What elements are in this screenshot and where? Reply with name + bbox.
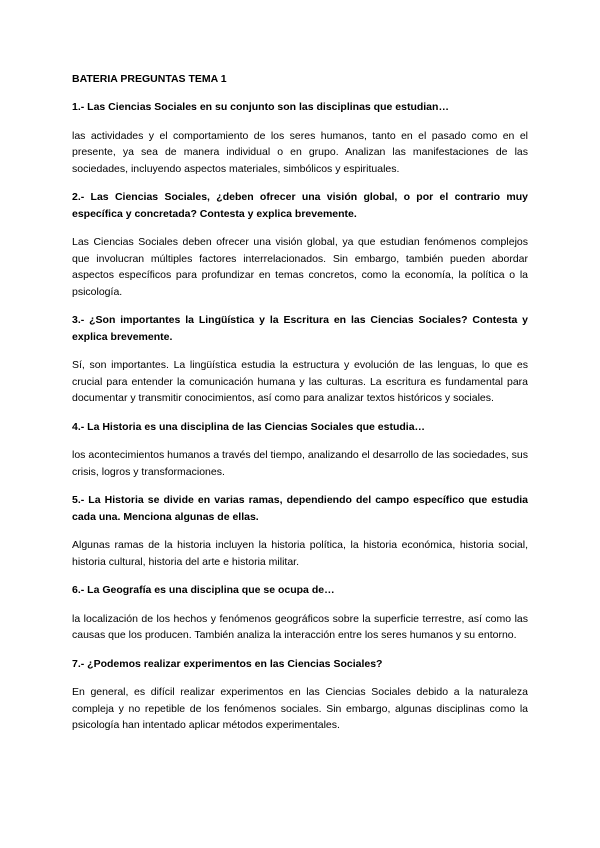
- question-2: 2.- Las Ciencias Sociales, ¿deben ofrecer una visión global, o por el contrario muy específica y concretada? Contesta y explica brevemente.: [72, 191, 528, 220]
- answer-5: Algunas ramas de la historia incluyen la historia política, la historia económica, historia social, historia cultural, historia del arte e historia militar.: [72, 539, 528, 568]
- answer-6: la localización de los hechos y fenómenos geográficos sobre la superficie terrestre, así como las causas que los producen. También analiza la interacción entre los seres humanos y su entorno.: [72, 612, 528, 641]
- answer-3: Sí, son importantes. La lingüística estudia la estructura y evolución de las lenguas, lo que es crucial para entender la comunicación humana y las culturas. La escritura es fundamental para documentar y transmitir conocimientos, así como para analizar textos históricos y sociales.: [72, 359, 528, 404]
- question-4: 4.- La Historia es una disciplina de las Ciencias Sociales que estudia…: [72, 420, 426, 433]
- answer-2: Las Ciencias Sociales deben ofrecer una visión global, ya que estudian fenómenos complejos que involucran múltiples factores interrelacionados. Sin embargo, también pueden abordar aspectos específicos para profundizar en temas concretos, como la economía, la política o la psicología.: [72, 236, 528, 298]
- document-title: BATERIA PREGUNTAS TEMA 1: [72, 73, 227, 85]
- question-7: 7.- ¿Podemos realizar experimentos en las Ciencias Sociales?: [72, 657, 383, 670]
- answer-1: las actividades y el comportamiento de los seres humanos, tanto en el pasado como en el presente, ya sea de manera individual o en grupo. Analizan las manifestaciones de las sociedades, incluyendo aspectos materiales, simbólicos y espirituales.: [72, 129, 528, 175]
- question-5: 5.- La Historia se divide en varias ramas, dependiendo del campo específico que estudia cada una. Menciona algunas de ellas.: [72, 494, 528, 523]
- answer-4: los acontecimientos humanos a través del tiempo, analizando el desarrollo de las sociedades, sus crisis, logros y transformaciones.: [72, 449, 528, 478]
- question-3: 3.- ¿Son importantes la Lingüística y la Escritura en las Ciencias Sociales? Contesta y explica brevemente.: [72, 314, 528, 343]
- question-6: 6.- La Geografía es una disciplina que se ocupa de…: [72, 584, 335, 596]
- answer-7: En general, es difícil realizar experimentos en las Ciencias Sociales debido a la naturaleza compleja y no repetible de los fenómenos sociales. Sin embargo, algunas disciplinas como la psicología han intentado aplicar métodos experimentales.: [72, 686, 528, 731]
- document-page: [72, 72, 528, 746]
- question-1: 1.- Las Ciencias Sociales en su conjunto son las disciplinas que estudian…: [72, 101, 449, 113]
